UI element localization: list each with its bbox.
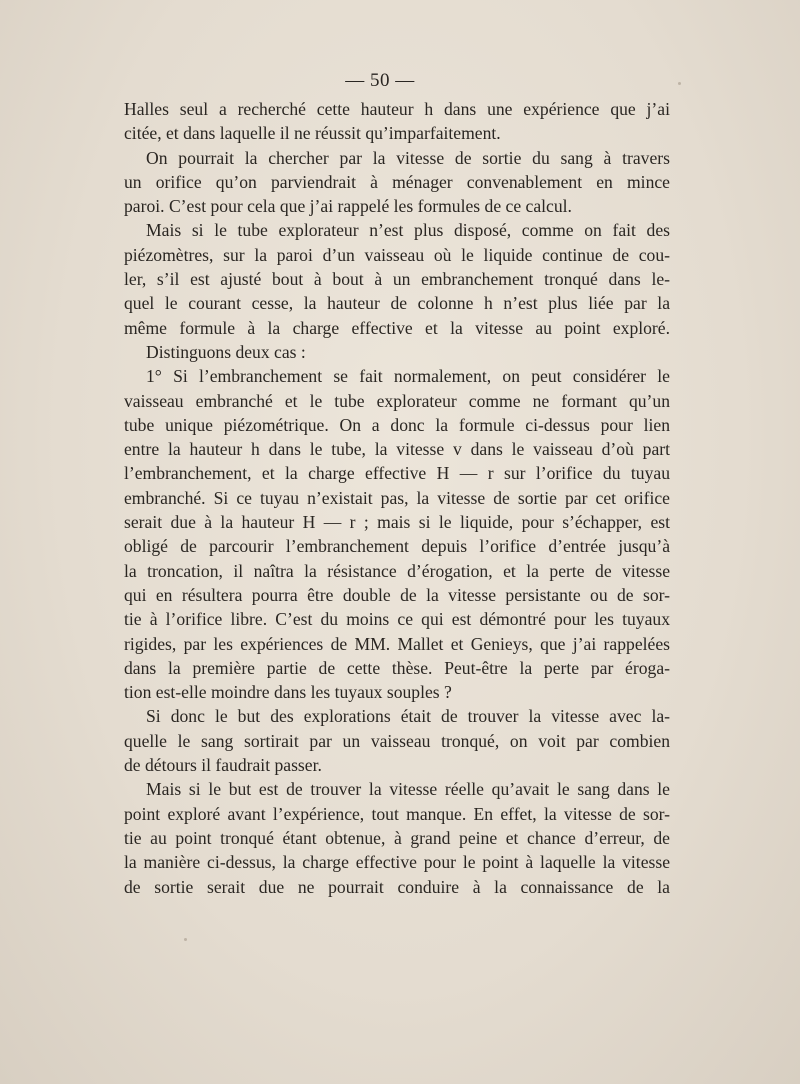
text-line: quel le courant cesse, la hauteur de colonne h n’est plus liée par la [124,293,670,314]
text-line: tie au point tronqué étant obtenue, à grand peine et chance d’erreur, de [124,827,670,848]
text-line: dans la première partie de cette thèse. Peut-être la perte par éroga- [124,657,670,678]
text-line: point exploré avant l’expérience, tout manque. En effet, la vitesse de sor- [124,803,670,824]
text-line: rigides, par les expériences de MM. Mallet et Genieys, que j’ai rappelées [124,633,670,654]
text-line: ler, s’il est ajusté bout à bout à un embranchement tronqué dans le- [124,269,670,290]
text-line: la manière ci-dessus, la charge effective pour le point à laquelle la vitesse [124,852,670,873]
text-line: tion est-elle moindre dans les tuyaux souples ? [124,682,452,703]
text-line: Halles seul a recherché cette hauteur h dans une expérience que j’ai [124,99,670,119]
text-line: l’embranchement, et la charge effective H — r sur l’orifice du tuyau [124,463,670,484]
text-line: Si donc le but des explorations était de trouver la vitesse avec la- [146,706,670,727]
text-line: citée, et dans laquelle il ne réussit qu’imparfaitement. [124,123,501,144]
text-line: On pourrait la chercher par la vitesse de sortie du sang à travers [146,147,670,168]
text-line: paroi. C’est pour cela que j’ai rappelé les formules de ce calcul. [124,196,572,217]
text-line: embranché. Si ce tuyau n’existait pas, la vitesse de sortie par cet orifice [124,487,670,508]
text-line: piézomètres, sur la paroi d’un vaisseau où le liquide continue de cou- [124,244,670,265]
text-line: Mais si le but est de trouver la vitesse réelle qu’avait le sang dans le [146,779,670,800]
text-line: la troncation, il naîtra la résistance d’érogation, et la perte de vitesse [124,560,670,581]
text-line: entre la hauteur h dans le tube, la vitesse v dans le vaisseau d’où part [124,439,670,460]
body-text [124,97,670,899]
text-line: quelle le sang sortirait par un vaisseau tronqué, on voit par combien [124,730,670,751]
text-line: vaisseau embranché et le tube explorateur comme ne formant qu’un [124,390,670,411]
text-line: un orifice qu’on parviendrait à ménager convenablement en mince [124,171,670,192]
text-line: serait due à la hauteur H — r ; mais si le liquide, pour s’échapper, est [124,512,670,533]
page-number: — 50 — [345,70,415,91]
text-line: de sortie serait due ne pourrait conduire à la connaissance de la [124,876,670,897]
text-line: tube unique piézométrique. On a donc la formule ci-dessus pour lien [124,414,670,435]
paper-speck [184,938,187,941]
text-line: 1° Si l’embranchement se fait normalement, on peut considérer le [146,366,670,387]
text-line: Distinguons deux cas : [146,341,306,362]
text-line: même formule à la charge effective et la vitesse au point exploré. [124,317,670,338]
text-line: obligé de parcourir l’embranchement depuis l’orifice d’entrée jusqu’à [124,536,670,557]
text-line: tie à l’orifice libre. C’est du moins ce qui est démontré pour les tuyaux [124,609,670,630]
text-line: qui en résultera pourra être double de la vitesse persistante ou de sor- [124,584,670,605]
text-line: Mais si le tube explorateur n’est plus disposé, comme on fait des [146,220,670,241]
text-line: de détours il faudrait passer. [124,755,322,776]
paper-speck [678,82,681,85]
